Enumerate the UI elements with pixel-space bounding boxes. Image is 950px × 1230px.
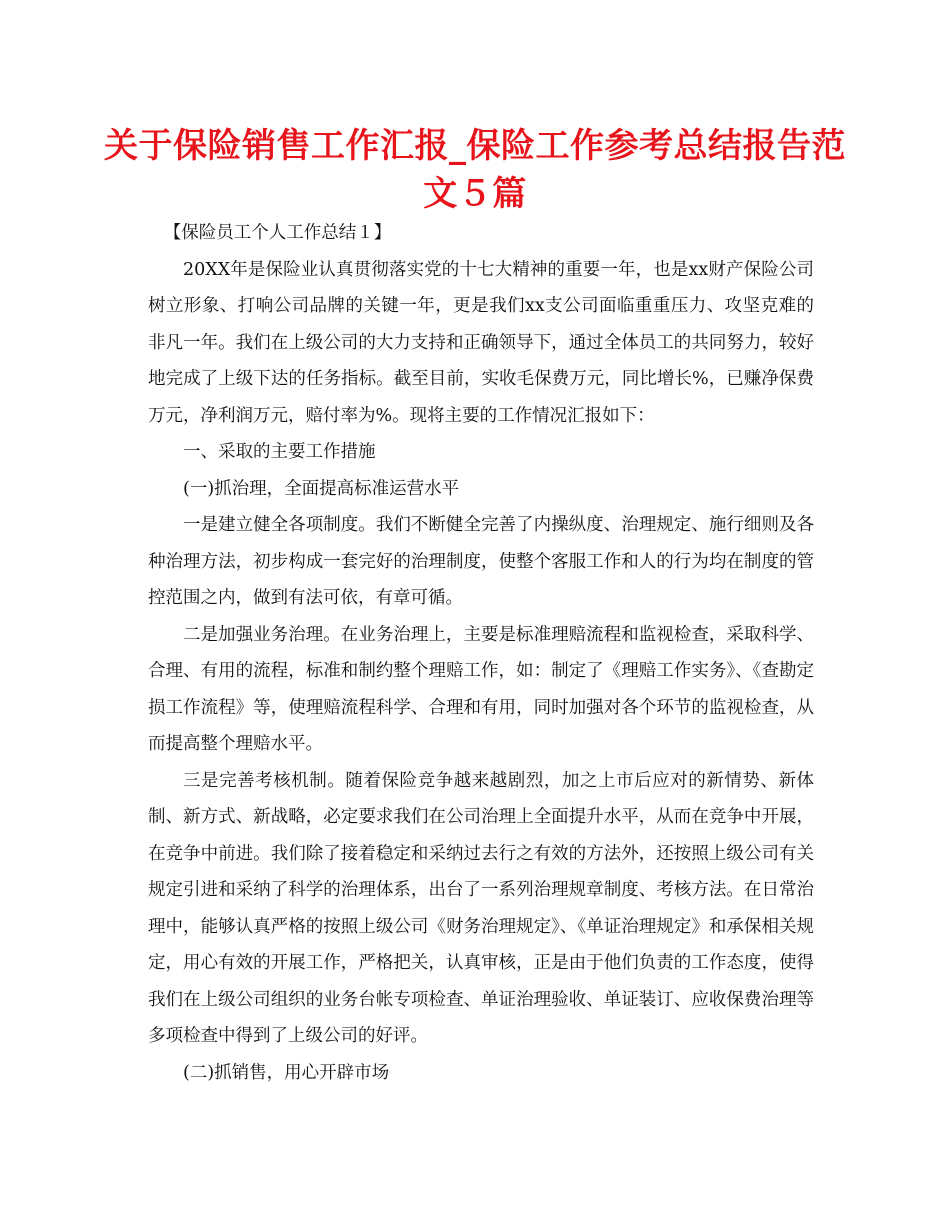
body-paragraph: 一是建立健全各项制度。我们不断健全完善了内操纵度、治理规定、施行细则及各种治理方法，初步构成一套完好的治理制度，使整个客服工作和人的行为均在制度的管控范围之内，做到有法可依，有章可循。	[148, 515, 814, 608]
document-title: 关于保险销售工作汇报_保险工作参考总结报告范文５篇	[104, 126, 846, 214]
subsection-heading: (一)抓治理，全面提高标准运营水平	[183, 478, 460, 499]
intro-paragraph: 20XX年是保险业认真贯彻落实党的十七大精神的重要一年，也是xx财产保险公司树立形象、打响公司品牌的关键一年，更是我们xx支公司面临重重压力、攻坚克难的非凡一年。我们在上级公司的大力支持和正确领导下，通过全体员工的共同努力，较好地完成了上级下达的任务指标。截至目前，实收毛保费万元，同比增长%，已赚净保费万元，净利润万元，赔付率为%。现将主要的工作情况汇报如下：	[148, 259, 814, 426]
body-paragraph: 三是完善考核机制。随着保险竞争越来越剧烈，加之上市后应对的新情势、新体制、新方式、新战略，必定要求我们在公司治理上全面提升水平，从而在竞争中开展，在竞争中前进。我们除了接着稳定和采纳过去行之有效的方法外，还按照上级公司有关规定引进和采纳了科学的治理体系，出台了一系列治理规章制度、考核方法。在日常治理中，能够认真严格的按照上级公司《财务治理规定》、《单证治理规定》和承保相关规定，用心有效的开展工作，严格把关，认真审核，正是由于他们负责的工作态度，使得我们在上级公司组织的业务台帐专项检查、单证治理验收、单证装订、应收保费治理等多项检查中得到了上级公司的好评。	[148, 770, 814, 1046]
section-heading: 【保险员工个人工作总结１】	[163, 223, 392, 243]
document-body	[148, 215, 814, 1091]
body-paragraph: 二是加强业务治理。在业务治理上，主要是标准理赔流程和监视检查，采取科学、合理、有用的流程，标准和制约整个理赔工作，如：制定了《理赔工作实务》、《查勘定损工作流程》等，使理赔流程科学、合理和有用，同时加强对各个环节的监视检查，从而提高整个理赔水平。	[148, 624, 814, 754]
section-heading: 一、采取的主要工作措施	[183, 442, 376, 462]
subsection-heading: (二)抓销售，用心开辟市场	[183, 1062, 390, 1083]
